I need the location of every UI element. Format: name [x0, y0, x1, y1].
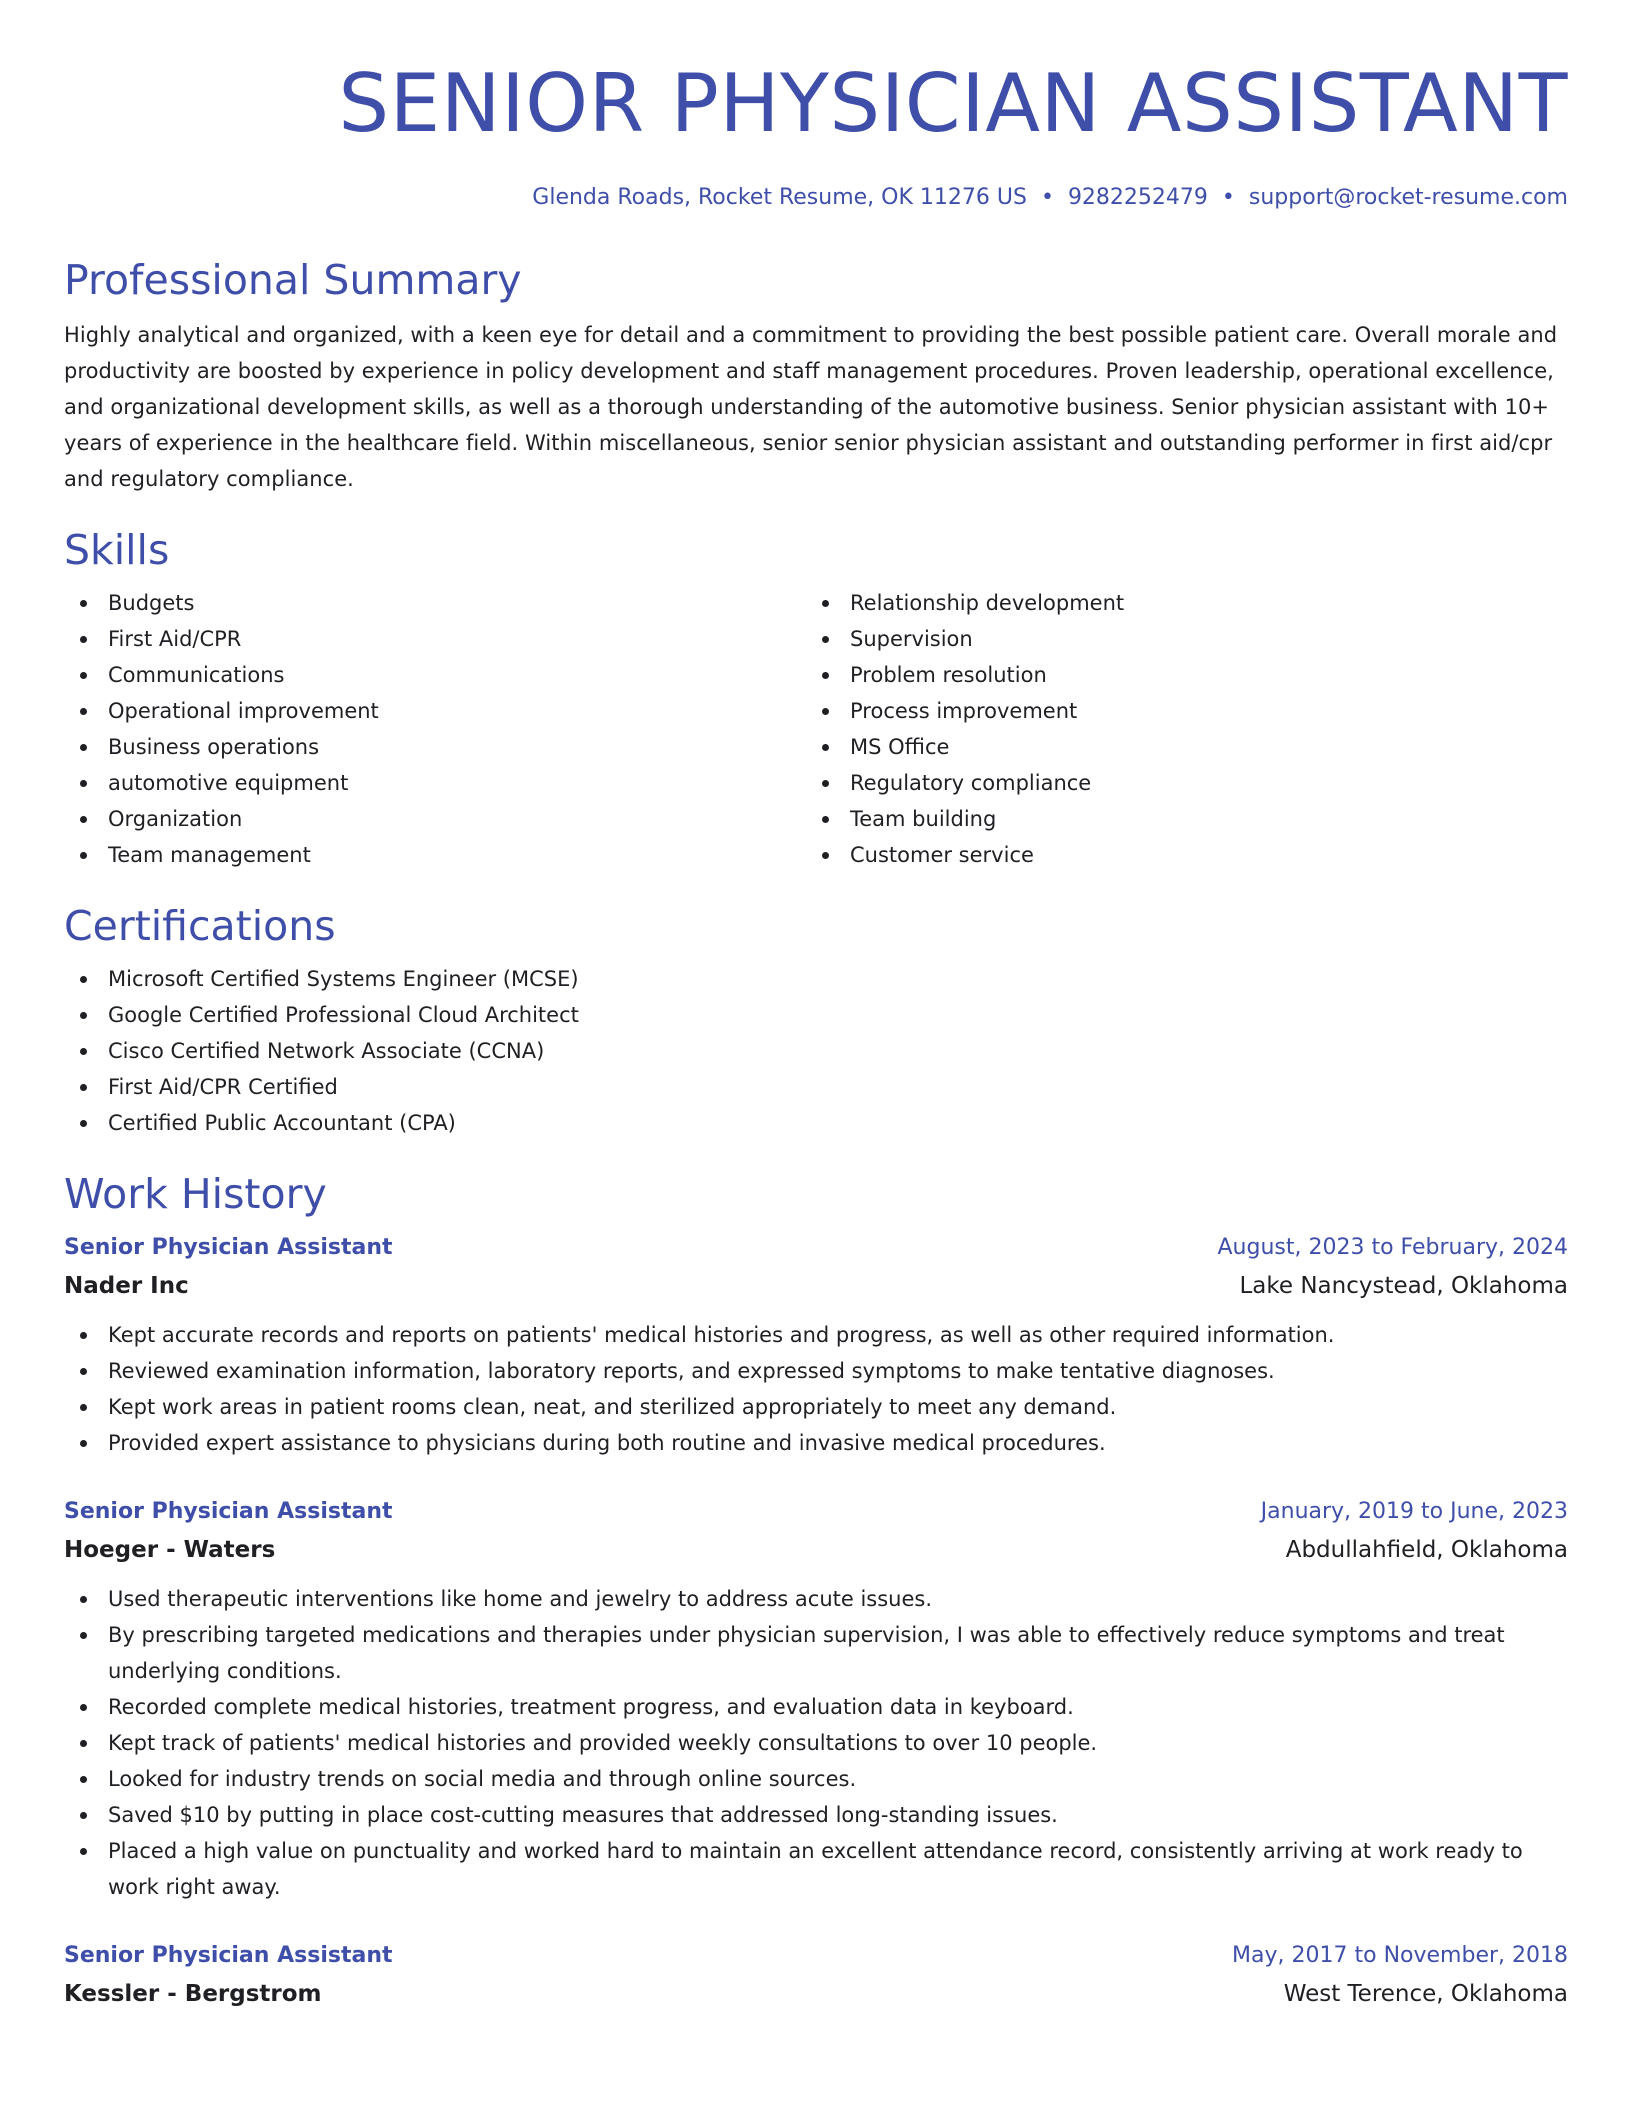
- job-title: Senior Physician Assistant: [64, 1235, 393, 1260]
- job-bullet: By prescribing targeted medications and therapies under physician supervision, I was able to effectively reduce symptoms and treat underlying conditions.: [64, 1617, 1568, 1689]
- skill-item: Process improvement: [806, 693, 1548, 729]
- job-location: West Terence, Oklahoma: [1283, 1981, 1568, 2007]
- skill-item: Relationship development: [806, 585, 1548, 621]
- contact-phone: 9282252479: [1067, 185, 1208, 210]
- contact-email: support@rocket-resume.com: [1248, 185, 1568, 210]
- job-location: Abdullahfield, Oklahoma: [1285, 1537, 1568, 1563]
- certifications-list: [64, 961, 1568, 1141]
- certifications-heading: Certifications: [64, 902, 336, 950]
- job-dates: August, 2023 to February, 2024: [1217, 1235, 1568, 1260]
- skill-item: Regulatory compliance: [806, 765, 1548, 801]
- job-bullet: Kept track of patients' medical histories and provided weekly consultations to over 10 people.: [64, 1725, 1568, 1761]
- resume-title: SENIOR PHYSICIAN ASSISTANT: [338, 57, 1568, 150]
- certification-item: Certified Public Accountant (CPA): [64, 1105, 1568, 1141]
- summary-heading: Professional Summary: [64, 256, 522, 304]
- skills-heading: Skills: [64, 526, 170, 574]
- contact-line: [64, 182, 1568, 214]
- job-bullet: Recorded complete medical histories, treatment progress, and evaluation data in keyboard.: [64, 1689, 1568, 1725]
- skills-left-list: [64, 585, 806, 873]
- skill-item: Budgets: [64, 585, 806, 621]
- resume-page: [64, 0, 1568, 2013]
- skill-item: Organization: [64, 801, 806, 837]
- skills-columns: [64, 585, 1568, 873]
- job-title: Senior Physician Assistant: [64, 1499, 393, 1524]
- skill-item: Supervision: [806, 621, 1548, 657]
- company-row: [64, 1267, 1568, 1305]
- contact-separator: •: [1040, 185, 1054, 210]
- contact-address: Glenda Roads, Rocket Resume, OK 11276 US: [532, 185, 1027, 210]
- job-bullet: Provided expert assistance to physicians during both routine and invasive medical procedures.: [64, 1425, 1568, 1461]
- job-bullet: Kept work areas in patient rooms clean, neat, and sterilized appropriately to meet any demand.: [64, 1389, 1568, 1425]
- skill-item: automotive equipment: [64, 765, 806, 801]
- job-entry: [64, 1229, 1568, 1461]
- job-entry: [64, 1937, 1568, 2013]
- job-dates: January, 2019 to June, 2023: [1260, 1499, 1568, 1524]
- work-history-heading: Work History: [64, 1170, 327, 1218]
- skill-item: Communications: [64, 657, 806, 693]
- job-title: Senior Physician Assistant: [64, 1943, 393, 1968]
- skill-item: Team building: [806, 801, 1548, 837]
- job-header: [64, 1937, 1568, 1975]
- skill-item: Team management: [64, 837, 806, 873]
- job-bullet: Reviewed examination information, laboratory reports, and expressed symptoms to make tentative diagnoses.: [64, 1353, 1568, 1389]
- company-name: Nader Inc: [64, 1273, 189, 1299]
- company-row: [64, 1975, 1568, 2013]
- skill-item: Customer service: [806, 837, 1548, 873]
- certification-item: Google Certified Professional Cloud Architect: [64, 997, 1568, 1033]
- skill-item: Problem resolution: [806, 657, 1548, 693]
- job-bullet: Looked for industry trends on social media and through online sources.: [64, 1761, 1568, 1797]
- job-entry: [64, 1493, 1568, 1905]
- job-bullet: Used therapeutic interventions like home and jewelry to address acute issues.: [64, 1581, 1568, 1617]
- job-header: [64, 1229, 1568, 1267]
- job-bullets: [64, 1317, 1568, 1461]
- job-location: Lake Nancystead, Oklahoma: [1239, 1273, 1568, 1299]
- skill-item: Operational improvement: [64, 693, 806, 729]
- summary-text: Highly analytical and organized, with a keen eye for detail and a commitment to providing the best possible patient care. Overall morale and productivity are boosted by experience in policy development and staff management procedures. Proven leadership, operational excellence, and organizational development skills, as well as a thorough understanding of the automotive business. Senior physician assistant with 10+ years of experience in the healthcare field. Within miscellaneous, senior senior physician assistant and outstanding performer in first aid/cpr and regulatory compliance.: [64, 323, 1558, 491]
- certification-item: Microsoft Certified Systems Engineer (MCSE): [64, 961, 1568, 997]
- certification-item: Cisco Certified Network Associate (CCNA): [64, 1033, 1568, 1069]
- job-dates: May, 2017 to November, 2018: [1232, 1943, 1568, 1968]
- job-bullet: Saved $10 by putting in place cost-cutting measures that addressed long-standing issues.: [64, 1797, 1568, 1833]
- skill-item: Business operations: [64, 729, 806, 765]
- contact-separator: •: [1221, 185, 1235, 210]
- skills-right-list: [806, 585, 1548, 873]
- company-row: [64, 1531, 1568, 1569]
- skill-item: MS Office: [806, 729, 1548, 765]
- company-name: Hoeger - Waters: [64, 1537, 276, 1563]
- job-bullet: Placed a high value on punctuality and worked hard to maintain an excellent attendance record, consistently arriving at work ready to work right away.: [64, 1833, 1568, 1905]
- company-name: Kessler - Bergstrom: [64, 1981, 322, 2007]
- job-header: [64, 1493, 1568, 1531]
- skill-item: First Aid/CPR: [64, 621, 806, 657]
- certification-item: First Aid/CPR Certified: [64, 1069, 1568, 1105]
- job-bullets: [64, 1581, 1568, 1905]
- job-bullet: Kept accurate records and reports on patients' medical histories and progress, as well as other required information.: [64, 1317, 1568, 1353]
